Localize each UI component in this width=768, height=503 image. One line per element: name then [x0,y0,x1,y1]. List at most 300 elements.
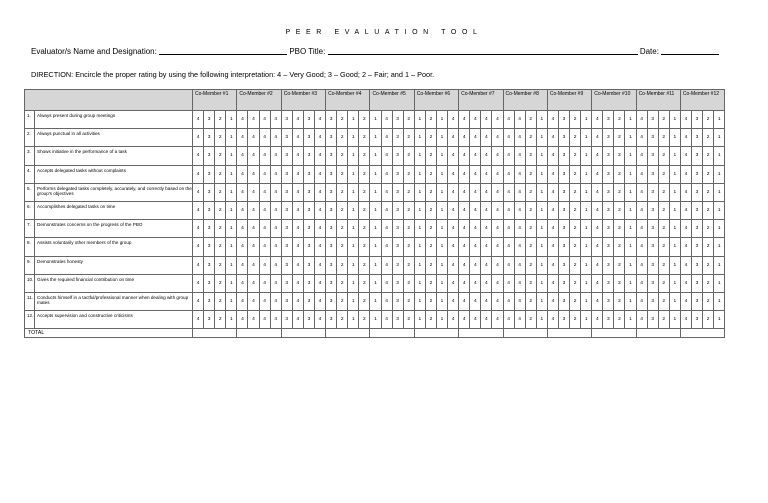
rating-option[interactable]: 3 [691,220,702,238]
rating-option[interactable]: 3 [647,220,658,238]
rating-option[interactable]: 3 [558,165,569,183]
rating-option[interactable]: 4 [470,311,481,329]
rating-option[interactable]: 2 [215,238,226,256]
rating-option[interactable]: 2 [525,238,536,256]
rating-option[interactable]: 4 [270,256,281,274]
rating-option[interactable]: 1 [581,165,592,183]
rating-option[interactable]: 1 [536,147,547,165]
rating-option[interactable]: 1 [436,165,447,183]
rating-option[interactable]: 1 [436,111,447,129]
rating-option[interactable]: 2 [525,183,536,201]
rating-option[interactable]: 3 [281,220,292,238]
rating-option[interactable]: 4 [193,311,204,329]
total-cell[interactable] [636,329,680,338]
rating-option[interactable]: 4 [448,165,459,183]
rating-option[interactable]: 4 [259,274,270,292]
rating-option[interactable]: 2 [337,292,348,310]
rating-option[interactable]: 1 [625,129,636,147]
rating-option[interactable]: 4 [248,256,259,274]
rating-option[interactable]: 2 [614,165,625,183]
rating-option[interactable]: 2 [403,311,414,329]
rating-option[interactable]: 1 [669,165,680,183]
rating-option[interactable]: 4 [492,147,503,165]
rating-option[interactable]: 4 [470,183,481,201]
date-field[interactable] [661,46,719,55]
rating-option[interactable]: 1 [536,165,547,183]
rating-option[interactable]: 4 [259,292,270,310]
rating-option[interactable]: 2 [703,111,714,129]
rating-option[interactable]: 2 [658,256,669,274]
rating-option[interactable]: 4 [514,238,525,256]
rating-option[interactable]: 4 [237,201,248,219]
rating-option[interactable]: 4 [448,256,459,274]
rating-option[interactable]: 2 [337,201,348,219]
rating-option[interactable]: 4 [259,201,270,219]
rating-option[interactable]: 1 [536,292,547,310]
rating-option[interactable]: 1 [370,238,381,256]
rating-option[interactable]: 2 [703,147,714,165]
rating-option[interactable]: 3 [603,220,614,238]
rating-option[interactable]: 3 [647,111,658,129]
rating-option[interactable]: 4 [503,111,514,129]
rating-option[interactable]: 2 [525,165,536,183]
rating-option[interactable]: 4 [292,238,303,256]
rating-option[interactable]: 4 [381,165,392,183]
rating-option[interactable]: 2 [215,201,226,219]
rating-option[interactable]: 4 [314,274,325,292]
rating-option[interactable]: 1 [625,201,636,219]
rating-option[interactable]: 4 [248,165,259,183]
rating-option[interactable]: 2 [425,111,436,129]
rating-option[interactable]: 4 [680,147,691,165]
rating-option[interactable]: 4 [459,238,470,256]
rating-option[interactable]: 4 [259,129,270,147]
rating-option[interactable]: 2 [570,256,581,274]
rating-option[interactable]: 2 [359,292,370,310]
rating-option[interactable]: 4 [636,147,647,165]
rating-option[interactable]: 4 [381,201,392,219]
rating-option[interactable]: 4 [270,147,281,165]
rating-option[interactable]: 3 [392,201,403,219]
rating-option[interactable]: 4 [680,311,691,329]
rating-option[interactable]: 1 [714,201,725,219]
rating-option[interactable]: 1 [370,129,381,147]
rating-option[interactable]: 1 [414,274,425,292]
rating-option[interactable]: 3 [558,311,569,329]
rating-option[interactable]: 3 [303,220,314,238]
rating-option[interactable]: 4 [503,220,514,238]
rating-option[interactable]: 4 [481,111,492,129]
rating-option[interactable]: 3 [603,201,614,219]
total-cell[interactable] [503,329,547,338]
rating-option[interactable]: 2 [337,238,348,256]
rating-option[interactable]: 3 [281,129,292,147]
rating-option[interactable]: 4 [259,165,270,183]
rating-option[interactable]: 3 [603,274,614,292]
rating-option[interactable]: 3 [326,256,337,274]
rating-option[interactable]: 4 [503,147,514,165]
rating-option[interactable]: 1 [348,111,359,129]
rating-option[interactable]: 2 [658,165,669,183]
rating-option[interactable]: 3 [558,256,569,274]
rating-option[interactable]: 1 [436,147,447,165]
rating-option[interactable]: 4 [381,147,392,165]
rating-option[interactable]: 2 [215,165,226,183]
rating-option[interactable]: 2 [614,256,625,274]
rating-option[interactable]: 4 [248,292,259,310]
rating-option[interactable]: 4 [503,274,514,292]
rating-option[interactable]: 4 [470,274,481,292]
total-cell[interactable] [193,329,237,338]
rating-option[interactable]: 2 [525,220,536,238]
rating-option[interactable]: 2 [425,238,436,256]
rating-option[interactable]: 1 [625,311,636,329]
rating-option[interactable]: 1 [581,238,592,256]
rating-option[interactable]: 1 [581,129,592,147]
rating-option[interactable]: 2 [703,129,714,147]
rating-option[interactable]: 2 [425,201,436,219]
rating-option[interactable]: 4 [381,274,392,292]
rating-option[interactable]: 4 [592,165,603,183]
rating-option[interactable]: 3 [392,274,403,292]
rating-option[interactable]: 3 [303,165,314,183]
rating-option[interactable]: 3 [281,147,292,165]
rating-option[interactable]: 4 [470,220,481,238]
rating-option[interactable]: 2 [337,311,348,329]
rating-option[interactable]: 3 [603,292,614,310]
rating-option[interactable]: 1 [436,220,447,238]
rating-option[interactable]: 4 [636,111,647,129]
rating-option[interactable]: 2 [658,129,669,147]
rating-option[interactable]: 3 [303,201,314,219]
rating-option[interactable]: 1 [581,147,592,165]
rating-option[interactable]: 3 [281,274,292,292]
rating-option[interactable]: 4 [592,129,603,147]
rating-option[interactable]: 2 [658,183,669,201]
rating-option[interactable]: 2 [425,274,436,292]
rating-option[interactable]: 2 [614,201,625,219]
rating-option[interactable]: 2 [703,311,714,329]
rating-option[interactable]: 1 [714,220,725,238]
rating-option[interactable]: 4 [470,292,481,310]
rating-option[interactable]: 2 [215,311,226,329]
rating-option[interactable]: 3 [392,292,403,310]
rating-option[interactable]: 2 [570,129,581,147]
rating-option[interactable]: 4 [492,165,503,183]
rating-option[interactable]: 2 [570,183,581,201]
rating-option[interactable]: 4 [193,111,204,129]
rating-option[interactable]: 3 [647,256,658,274]
rating-option[interactable]: 4 [193,183,204,201]
rating-option[interactable]: 2 [215,111,226,129]
rating-option[interactable]: 2 [658,311,669,329]
rating-option[interactable]: 2 [525,111,536,129]
rating-option[interactable]: 3 [204,256,215,274]
rating-option[interactable]: 3 [281,292,292,310]
rating-option[interactable]: 3 [603,111,614,129]
rating-option[interactable]: 2 [403,256,414,274]
rating-option[interactable]: 4 [448,311,459,329]
rating-option[interactable]: 2 [570,111,581,129]
rating-option[interactable]: 3 [326,129,337,147]
rating-option[interactable]: 2 [570,201,581,219]
rating-option[interactable]: 1 [536,274,547,292]
rating-option[interactable]: 4 [292,129,303,147]
rating-option[interactable]: 4 [292,111,303,129]
rating-option[interactable]: 4 [459,274,470,292]
rating-option[interactable]: 1 [714,311,725,329]
rating-option[interactable]: 1 [226,129,237,147]
rating-option[interactable]: 4 [547,274,558,292]
rating-option[interactable]: 3 [603,147,614,165]
rating-option[interactable]: 4 [259,238,270,256]
rating-option[interactable]: 2 [703,292,714,310]
rating-option[interactable]: 3 [558,111,569,129]
rating-option[interactable]: 4 [470,238,481,256]
rating-option[interactable]: 1 [226,311,237,329]
rating-option[interactable]: 4 [547,165,558,183]
rating-option[interactable]: 1 [436,292,447,310]
rating-option[interactable]: 2 [425,129,436,147]
rating-option[interactable]: 3 [603,256,614,274]
rating-option[interactable]: 4 [381,183,392,201]
rating-option[interactable]: 4 [248,311,259,329]
rating-option[interactable]: 3 [691,256,702,274]
rating-option[interactable]: 3 [326,201,337,219]
rating-option[interactable]: 1 [669,129,680,147]
rating-option[interactable]: 4 [292,256,303,274]
rating-option[interactable]: 1 [581,220,592,238]
rating-option[interactable]: 4 [248,220,259,238]
rating-option[interactable]: 2 [425,147,436,165]
rating-option[interactable]: 1 [625,220,636,238]
rating-option[interactable]: 2 [570,147,581,165]
rating-option[interactable]: 3 [603,183,614,201]
rating-option[interactable]: 1 [669,274,680,292]
rating-option[interactable]: 3 [691,147,702,165]
rating-option[interactable]: 1 [414,165,425,183]
rating-option[interactable]: 1 [714,183,725,201]
rating-option[interactable]: 3 [603,238,614,256]
rating-option[interactable]: 4 [270,311,281,329]
rating-option[interactable]: 4 [459,183,470,201]
rating-option[interactable]: 2 [359,111,370,129]
rating-option[interactable]: 1 [436,129,447,147]
rating-option[interactable]: 1 [370,256,381,274]
rating-option[interactable]: 3 [647,165,658,183]
rating-option[interactable]: 1 [226,111,237,129]
rating-option[interactable]: 4 [680,165,691,183]
rating-option[interactable]: 3 [281,311,292,329]
rating-option[interactable]: 4 [592,220,603,238]
rating-option[interactable]: 4 [481,201,492,219]
rating-option[interactable]: 1 [348,256,359,274]
rating-option[interactable]: 2 [359,201,370,219]
rating-option[interactable]: 1 [536,183,547,201]
rating-option[interactable]: 3 [281,111,292,129]
rating-option[interactable]: 3 [691,201,702,219]
rating-option[interactable]: 3 [691,111,702,129]
rating-option[interactable]: 2 [658,238,669,256]
rating-option[interactable]: 3 [691,292,702,310]
total-cell[interactable] [547,329,591,338]
rating-option[interactable]: 4 [314,147,325,165]
rating-option[interactable]: 2 [337,129,348,147]
rating-option[interactable]: 1 [625,165,636,183]
rating-option[interactable]: 2 [525,274,536,292]
rating-option[interactable]: 1 [669,147,680,165]
rating-option[interactable]: 2 [703,238,714,256]
rating-option[interactable]: 2 [703,256,714,274]
rating-option[interactable]: 2 [403,111,414,129]
rating-option[interactable]: 2 [215,129,226,147]
rating-option[interactable]: 4 [381,238,392,256]
rating-option[interactable]: 3 [558,147,569,165]
rating-option[interactable]: 1 [581,183,592,201]
rating-option[interactable]: 4 [492,274,503,292]
rating-option[interactable]: 1 [714,238,725,256]
rating-option[interactable]: 4 [470,201,481,219]
total-cell[interactable] [281,329,325,338]
rating-option[interactable]: 2 [525,311,536,329]
rating-option[interactable]: 3 [691,183,702,201]
rating-option[interactable]: 4 [448,292,459,310]
rating-option[interactable]: 4 [381,129,392,147]
rating-option[interactable]: 4 [237,129,248,147]
rating-option[interactable]: 3 [204,111,215,129]
rating-option[interactable]: 1 [625,147,636,165]
rating-option[interactable]: 3 [204,147,215,165]
rating-option[interactable]: 1 [370,147,381,165]
rating-option[interactable]: 1 [348,129,359,147]
rating-option[interactable]: 4 [270,129,281,147]
rating-option[interactable]: 3 [281,183,292,201]
rating-option[interactable]: 2 [359,165,370,183]
rating-option[interactable]: 3 [691,165,702,183]
rating-option[interactable]: 4 [314,165,325,183]
rating-option[interactable]: 4 [680,111,691,129]
rating-option[interactable]: 1 [370,292,381,310]
rating-option[interactable]: 1 [536,256,547,274]
rating-option[interactable]: 4 [381,111,392,129]
rating-option[interactable]: 3 [303,274,314,292]
rating-option[interactable]: 1 [370,311,381,329]
rating-option[interactable]: 4 [459,256,470,274]
rating-option[interactable]: 1 [226,220,237,238]
rating-option[interactable]: 1 [669,201,680,219]
rating-option[interactable]: 2 [614,220,625,238]
rating-option[interactable]: 1 [536,201,547,219]
rating-option[interactable]: 3 [303,129,314,147]
rating-option[interactable]: 4 [448,183,459,201]
rating-option[interactable]: 4 [237,111,248,129]
rating-option[interactable]: 4 [636,220,647,238]
rating-option[interactable]: 1 [370,201,381,219]
rating-option[interactable]: 4 [470,129,481,147]
rating-option[interactable]: 1 [714,274,725,292]
rating-option[interactable]: 1 [436,201,447,219]
rating-option[interactable]: 4 [193,292,204,310]
total-cell[interactable] [680,329,724,338]
rating-option[interactable]: 3 [603,165,614,183]
rating-option[interactable]: 1 [348,274,359,292]
rating-option[interactable]: 1 [348,220,359,238]
rating-option[interactable]: 1 [348,183,359,201]
rating-option[interactable]: 3 [392,111,403,129]
rating-option[interactable]: 3 [204,129,215,147]
rating-option[interactable]: 1 [581,311,592,329]
rating-option[interactable]: 1 [669,183,680,201]
rating-option[interactable]: 2 [403,292,414,310]
rating-option[interactable]: 4 [492,111,503,129]
rating-option[interactable]: 4 [680,183,691,201]
rating-option[interactable]: 1 [348,147,359,165]
rating-option[interactable]: 4 [547,201,558,219]
rating-option[interactable]: 2 [425,292,436,310]
rating-option[interactable]: 4 [292,165,303,183]
rating-option[interactable]: 1 [536,111,547,129]
rating-option[interactable]: 3 [392,129,403,147]
rating-option[interactable]: 4 [193,129,204,147]
rating-option[interactable]: 4 [492,129,503,147]
rating-option[interactable]: 2 [658,274,669,292]
rating-option[interactable]: 3 [326,111,337,129]
rating-option[interactable]: 3 [303,256,314,274]
rating-option[interactable]: 4 [237,256,248,274]
rating-option[interactable]: 4 [636,201,647,219]
rating-option[interactable]: 4 [292,147,303,165]
rating-option[interactable]: 3 [392,238,403,256]
rating-option[interactable]: 2 [525,129,536,147]
rating-option[interactable]: 4 [248,201,259,219]
rating-option[interactable]: 4 [547,183,558,201]
rating-option[interactable]: 2 [658,201,669,219]
rating-option[interactable]: 3 [326,220,337,238]
rating-option[interactable]: 3 [392,311,403,329]
rating-option[interactable]: 4 [680,201,691,219]
rating-option[interactable]: 4 [547,238,558,256]
rating-option[interactable]: 3 [558,238,569,256]
rating-option[interactable]: 1 [414,129,425,147]
rating-option[interactable]: 3 [204,274,215,292]
rating-option[interactable]: 4 [314,201,325,219]
rating-option[interactable]: 1 [714,165,725,183]
rating-option[interactable]: 2 [403,129,414,147]
rating-option[interactable]: 4 [270,220,281,238]
rating-option[interactable]: 2 [337,165,348,183]
rating-option[interactable]: 4 [514,201,525,219]
rating-option[interactable]: 2 [215,147,226,165]
rating-option[interactable]: 1 [348,292,359,310]
rating-option[interactable]: 4 [470,147,481,165]
rating-option[interactable]: 1 [625,256,636,274]
rating-option[interactable]: 4 [592,274,603,292]
rating-option[interactable]: 2 [359,147,370,165]
rating-option[interactable]: 1 [536,311,547,329]
rating-option[interactable]: 1 [669,238,680,256]
rating-option[interactable]: 4 [193,147,204,165]
rating-option[interactable]: 3 [392,220,403,238]
rating-option[interactable]: 3 [647,274,658,292]
rating-option[interactable]: 1 [625,292,636,310]
rating-option[interactable]: 1 [625,111,636,129]
rating-option[interactable]: 4 [314,111,325,129]
rating-option[interactable]: 3 [558,220,569,238]
rating-option[interactable]: 1 [414,311,425,329]
rating-option[interactable]: 1 [536,129,547,147]
rating-option[interactable]: 4 [514,147,525,165]
rating-option[interactable]: 1 [669,111,680,129]
